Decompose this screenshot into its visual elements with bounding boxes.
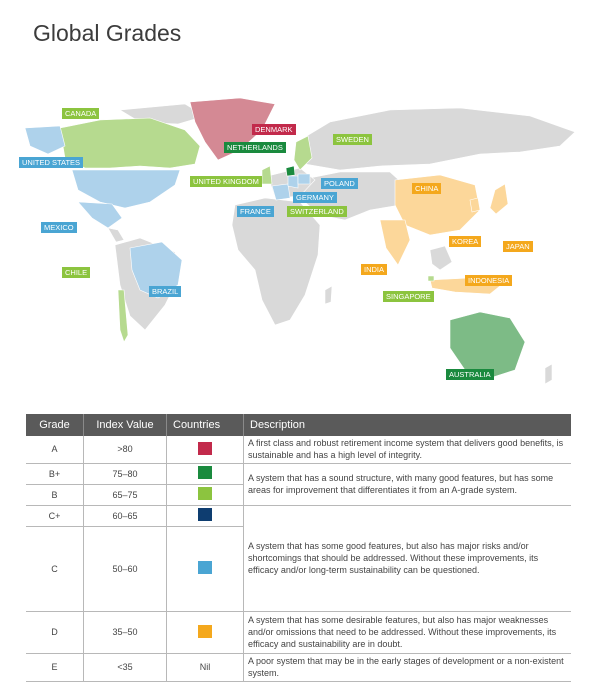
land-southeast-asia: [430, 246, 452, 270]
color-swatch: [198, 466, 212, 479]
header-grade: Grade: [26, 414, 84, 436]
color-swatch: [198, 625, 212, 638]
label-china: CHINA: [412, 183, 441, 194]
index-cell: 60–65: [84, 505, 167, 526]
description-cell: A system that has a sound structure, with many good features, but has some areas for improvement that differentiates it from an A-grade system.: [244, 463, 572, 505]
countries-cell: Nil: [167, 653, 244, 681]
index-cell: 35–50: [84, 611, 167, 653]
table-header-row: [26, 414, 571, 436]
country-japan: [490, 184, 508, 214]
label-india: INDIA: [361, 264, 387, 275]
grade-cell: E: [26, 653, 84, 681]
label-japan: JAPAN: [503, 241, 533, 252]
label-mexico: MEXICO: [41, 222, 77, 233]
table-row: [26, 611, 571, 653]
label-korea: KOREA: [449, 236, 481, 247]
label-singapore: SINGAPORE: [383, 291, 434, 302]
color-swatch: [198, 442, 212, 455]
grades-table: [26, 414, 571, 682]
description-cell: A poor system that may be in the early stages of development or a non-existent system.: [244, 653, 572, 681]
label-indonesia: INDONESIA: [465, 275, 512, 286]
index-cell: <35: [84, 653, 167, 681]
grade-cell: B+: [26, 463, 84, 484]
color-cell: [167, 484, 244, 505]
color-swatch: [198, 487, 212, 500]
color-cell: [167, 436, 244, 463]
grade-cell: C: [26, 526, 84, 611]
country-uk: [262, 166, 272, 184]
country-india: [380, 220, 410, 265]
header-description: Description: [244, 414, 572, 436]
color-swatch: [198, 508, 212, 521]
description-cell: A system that has some good features, but also has major risks and/or shortcomings that should be addressed. Without these improvements, its efficacy and/or long-term sustainability can be questioned.: [244, 505, 572, 611]
label-switzerland: SWITZERLAND: [287, 206, 347, 217]
country-singapore: [428, 276, 434, 281]
label-brazil: BRAZIL: [149, 286, 181, 297]
grade-cell: A: [26, 436, 84, 463]
grade-cell: D: [26, 611, 84, 653]
header-index-value: Index Value: [84, 414, 167, 436]
label-denmark: DENMARK: [252, 124, 296, 135]
country-germany: [288, 176, 298, 188]
index-cell: 65–75: [84, 484, 167, 505]
description-cell: A first class and robust retirement income system that delivers good benefits, is sustainable and has a high level of integrity.: [244, 436, 572, 463]
page-title: Global Grades: [33, 20, 182, 46]
color-cell: [167, 505, 244, 526]
land-new-zealand: [545, 364, 552, 384]
land-madagascar: [325, 286, 332, 304]
header-countries: Countries: [167, 414, 244, 436]
label-united-states: UNITED STATES: [19, 157, 83, 168]
label-australia: AUSTRALIA: [446, 369, 494, 380]
index-cell: 75–80: [84, 463, 167, 484]
table-row: [26, 653, 571, 681]
table-row: [26, 463, 571, 484]
description-cell: A system that has some desirable features, but also has major weaknesses and/or omissions that need to be addressed. Without these improvements, its efficacy and sustainability are in doubt.: [244, 611, 572, 653]
land-africa: [232, 198, 320, 325]
table-row: [26, 436, 571, 463]
label-chile: CHILE: [62, 267, 90, 278]
grade-cell: B: [26, 484, 84, 505]
color-swatch: [198, 561, 212, 574]
country-netherlands-denmark: [286, 166, 295, 176]
color-cell: [167, 611, 244, 653]
index-cell: >80: [84, 436, 167, 463]
grade-cell: C+: [26, 505, 84, 526]
table-row: [26, 505, 571, 526]
label-sweden: SWEDEN: [333, 134, 372, 145]
color-cell: [167, 463, 244, 484]
index-cell: 50–60: [84, 526, 167, 611]
label-france: FRANCE: [237, 206, 274, 217]
country-alaska: [25, 126, 65, 154]
label-canada: CANADA: [62, 108, 99, 119]
color-cell: [167, 526, 244, 611]
country-poland: [298, 174, 310, 184]
country-korea: [470, 198, 480, 212]
label-united-kingdom: UNITED KINGDOM: [190, 176, 262, 187]
label-netherlands: NETHERLANDS: [224, 142, 286, 153]
label-poland: POLAND: [321, 178, 358, 189]
land-central-america: [108, 228, 124, 242]
label-germany: GERMANY: [293, 192, 337, 203]
